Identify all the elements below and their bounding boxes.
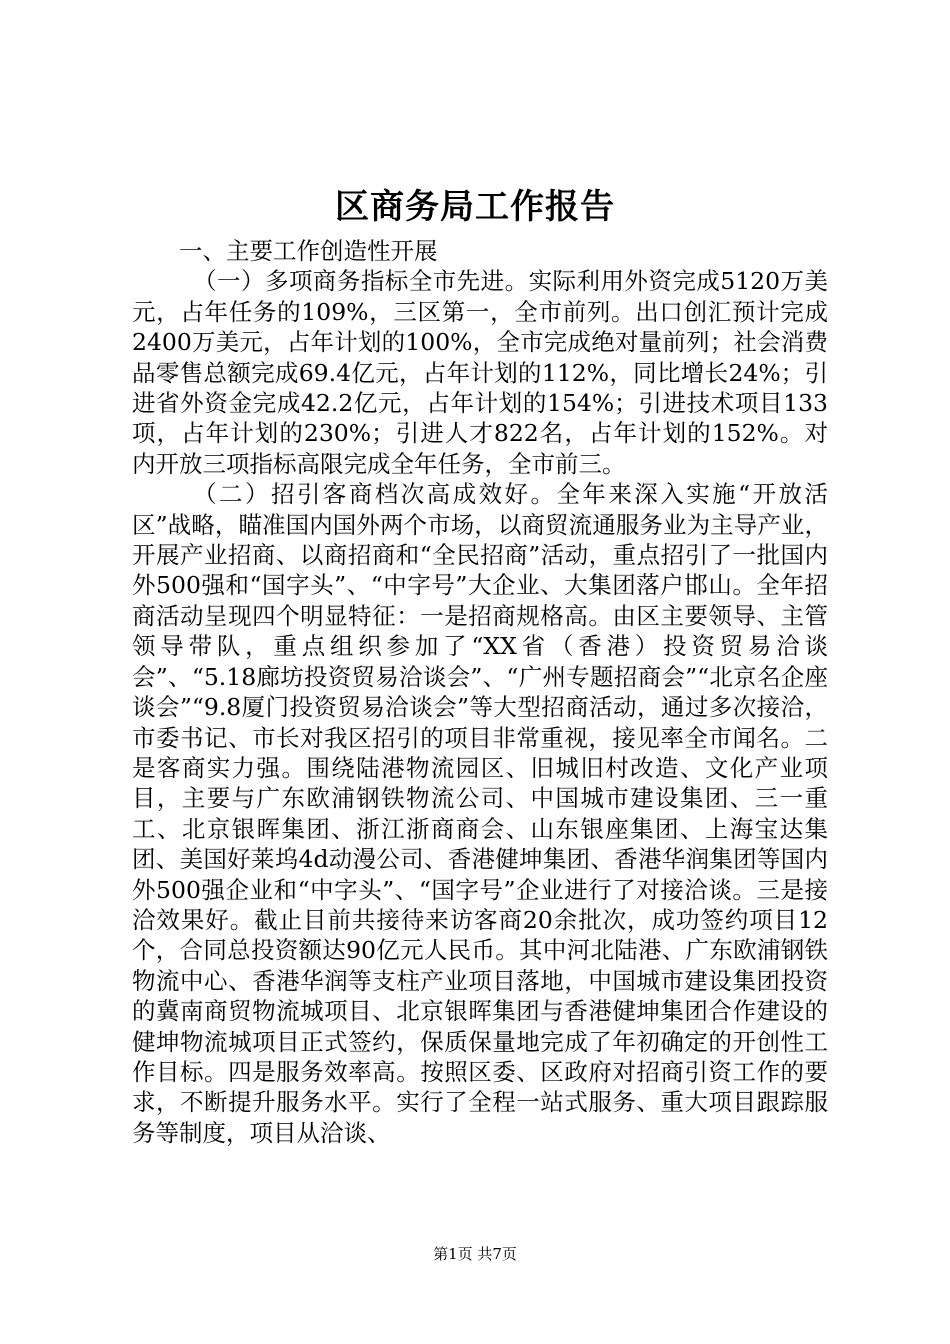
section-heading: 一、主要工作创造性开展 xyxy=(179,237,438,265)
document-body xyxy=(132,236,828,1148)
page-number-footer: 第1页 共7页 xyxy=(433,1245,517,1263)
document-title: 区商务局工作报告 xyxy=(335,187,615,227)
body-paragraph-2: （二）招引客商档次高成效好。全年来深入实施“开放活区”战略，瞄准国内国外两个市场，以商贸流通服务业为主导产业，开展产业招商、以商招商和“全民招商”活动，重点招引了一批国内外500强和“国字头”、“中字号”大企业、大集团落户邯山。全年招商活动呈现四个明显特征：一是招商规格高。由区主要领导、主管领导带队，重点组织参加了“XX省（香港）投资贸易洽谈会”、“5.18廊坊投资贸易洽谈会”、“广州专题招商会”“北京名企座谈会”“9.8厦门投资贸易洽谈会”等大型招商活动，通过多次接洽，市委书记、市长对我区招引的项目非常重视，接见率全市闻名。二是客商实力强。围绕陆港物流园区、旧城旧村改造、文化产业项目，主要与广东欧浦钢铁物流公司、中国城市建设集团、三一重工、北京银晖集团、浙江浙商商会、山东银座集团、上海宝达集团、美国好莱坞4d动漫公司、香港健坤集团、香港华润集团等国内外500强企业和“中字头”、“国字号”企业进行了对接洽谈。三是接洽效果好。截止目前共接待来访客商20余批次，成功签约项目12个，合同总投资额达90亿元人民币。其中河北陆港、广东欧浦钢铁物流中心、香港华润等支柱产业项目落地，中国城市建设集团投资的冀南商贸物流城项目、北京银晖集团与香港健坤集团合作建设的健坤物流城项目正式签约，保质保量地完成了年初确定的开创性工作目标。四是服务效率高。按照区委、区政府对招商引资工作的要求，不断提升服务水平。实行了全程一站式服务、重大项目跟踪服务等制度，项目从洽谈、 xyxy=(132,480,828,1147)
body-paragraph-1: （一）多项商务指标全市先进。实际利用外资完成5120万美元，占年任务的109%，三区第一，全市前列。出口创汇预计完成2400万美元，占年计划的100%，全市完成绝对量前列；社会消费品零售总额完成69.4亿元，占年计划的112%，同比增长24%；引进省外资金完成42.2亿元，占年计划的154%；引进技术项目133项，占年计划的230%；引进人才822名，占年计划的152%。对内开放三项指标高限完成全年任务，全市前三。 xyxy=(132,267,828,478)
